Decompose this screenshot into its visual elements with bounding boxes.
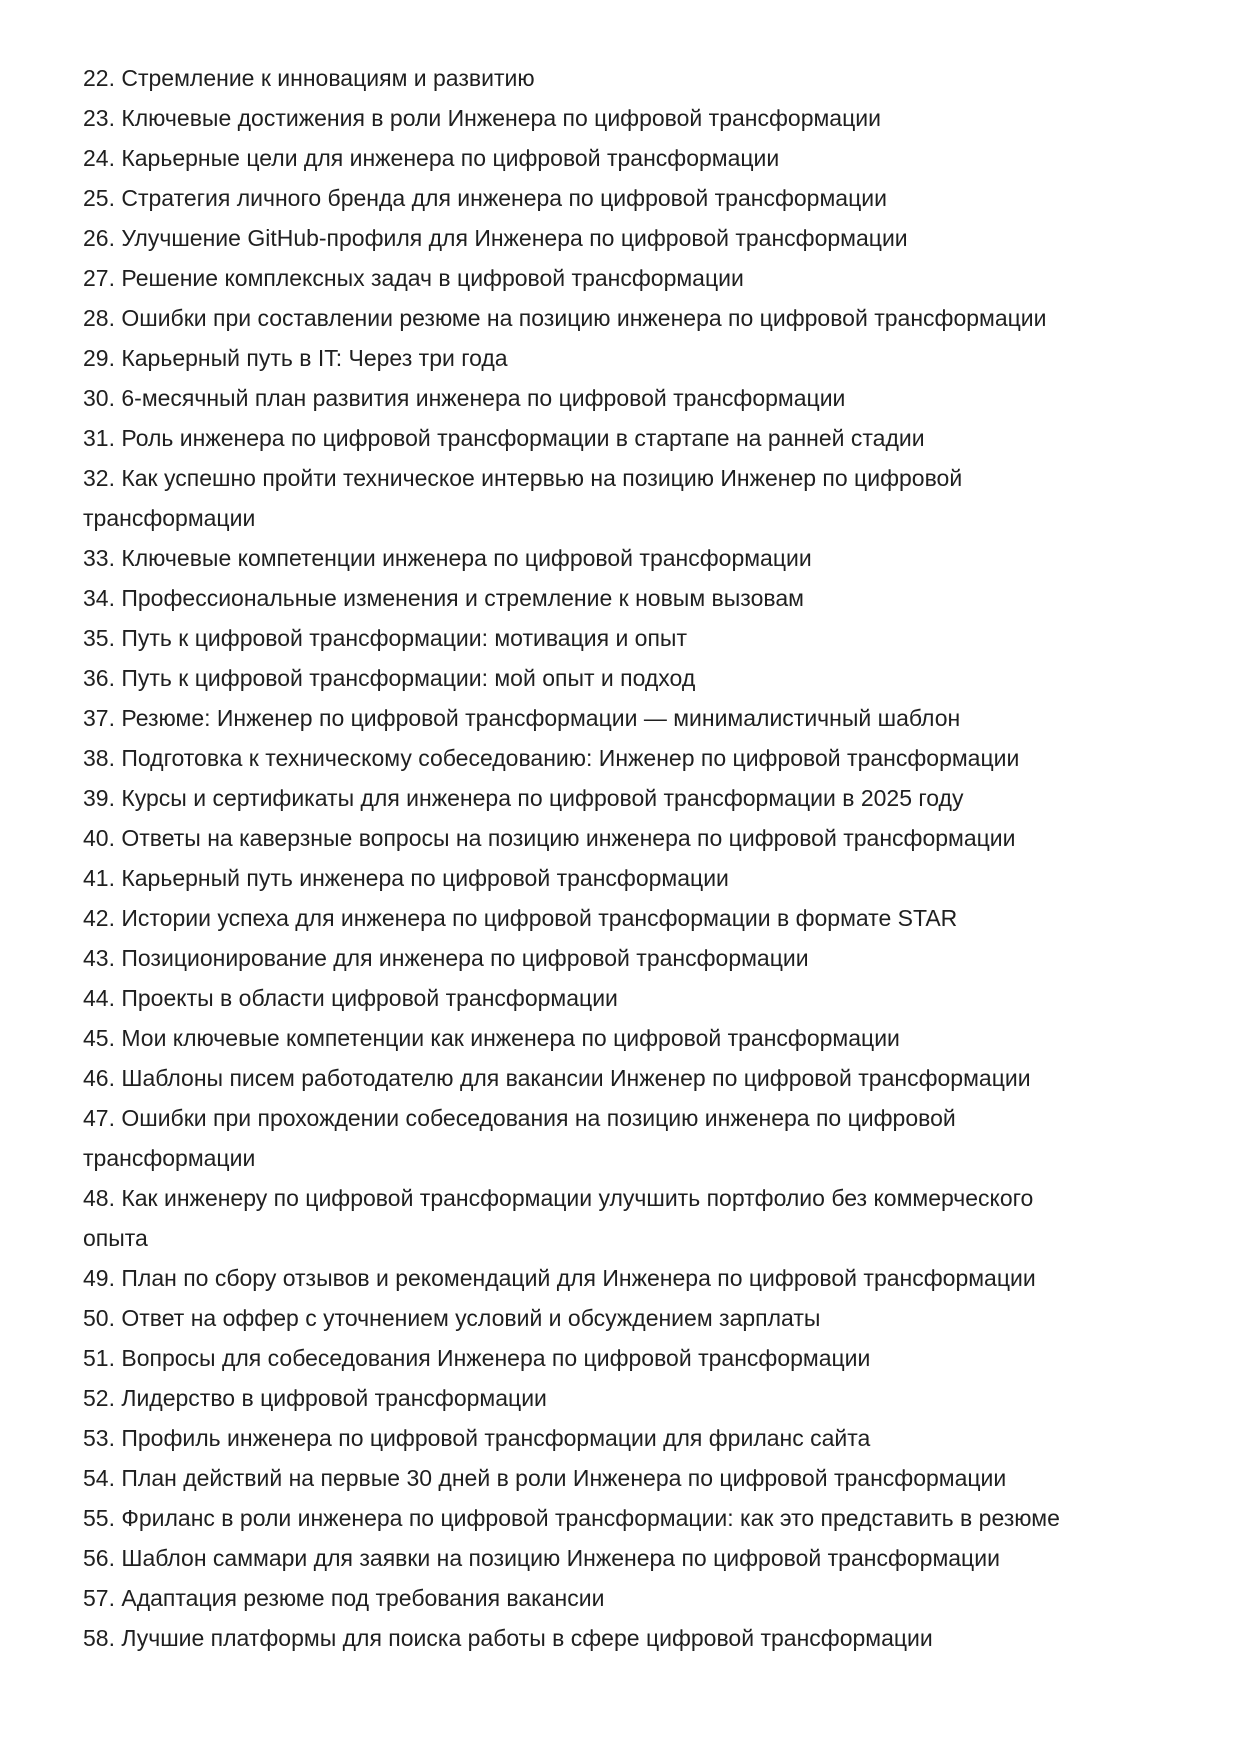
list-item: 35. Путь к цифровой трансформации: мотивация и опыт (83, 625, 687, 651)
list-item: 40. Ответы на каверзные вопросы на позицию инженера по цифровой трансформации (83, 825, 1016, 851)
list-item: 46. Шаблоны писем работодателю для вакансии Инженер по цифровой трансформации (83, 1065, 1031, 1091)
list-item: 55. Фриланс в роли инженера по цифровой трансформации: как это представить в резюме (83, 1505, 1060, 1531)
list-item: 58. Лучшие платформы для поиска работы в сфере цифровой трансформации (83, 1625, 933, 1651)
list-item: 39. Курсы и сертификаты для инженера по цифровой трансформации в 2025 году (83, 785, 964, 811)
list-item: 54. План действий на первые 30 дней в роли Инженера по цифровой трансформации (83, 1465, 1007, 1491)
list-item: 24. Карьерные цели для инженера по цифровой трансформации (83, 145, 780, 171)
list-item: 53. Профиль инженера по цифровой трансформации для фриланс сайта (83, 1425, 871, 1451)
numbered-topic-list (83, 58, 1193, 1658)
list-item: 29. Карьерный путь в IT: Через три года (83, 345, 508, 371)
list-item: 50. Ответ на оффер с уточнением условий и обсуждением зарплаты (83, 1305, 821, 1331)
list-item: 51. Вопросы для собеседования Инженера по цифровой трансформации (83, 1345, 871, 1371)
list-item: 34. Профессиональные изменения и стремление к новым вызовам (83, 585, 804, 611)
list-item: 30. 6-месячный план развития инженера по цифровой трансформации (83, 385, 846, 411)
list-item: 43. Позиционирование для инженера по цифровой трансформации (83, 945, 809, 971)
list-item: 33. Ключевые компетенции инженера по цифровой трансформации (83, 545, 812, 571)
list-item: 45. Мои ключевые компетенции как инженера по цифровой трансформации (83, 1025, 900, 1051)
list-item: 41. Карьерный путь инженера по цифровой трансформации (83, 865, 729, 891)
list-item: 42. Истории успеха для инженера по цифровой трансформации в формате STAR (83, 905, 958, 931)
list-item: 44. Проекты в области цифровой трансформации (83, 985, 618, 1011)
list-item: 31. Роль инженера по цифровой трансформации в стартапе на ранней стадии (83, 425, 925, 451)
list-item: 28. Ошибки при составлении резюме на позицию инженера по цифровой трансформации (83, 305, 1047, 331)
list-item: 36. Путь к цифровой трансформации: мой опыт и подход (83, 665, 696, 691)
list-item: 27. Решение комплексных задач в цифровой трансформации (83, 265, 744, 291)
list-item: 25. Стратегия личного бренда для инженера по цифровой трансформации (83, 185, 887, 211)
list-item: 56. Шаблон саммари для заявки на позицию Инженера по цифровой трансформации (83, 1545, 1000, 1571)
list-item: 22. Стремление к инновациям и развитию (83, 65, 535, 91)
list-item: 26. Улучшение GitHub-профиля для Инженера по цифровой трансформации (83, 225, 908, 251)
list-item: 48. Как инженеру по цифровой трансформации улучшить портфолио без коммерческого опыта (83, 1185, 1034, 1251)
list-item: 49. План по сбору отзывов и рекомендаций для Инженера по цифровой трансформации (83, 1265, 1036, 1291)
list-item: 37. Резюме: Инженер по цифровой трансформации — минималистичный шаблон (83, 705, 961, 731)
list-item: 23. Ключевые достижения в роли Инженера по цифровой трансформации (83, 105, 881, 131)
list-item: 32. Как успешно пройти техническое интервью на позицию Инженер по цифровой трансформации (83, 465, 963, 531)
list-item: 57. Адаптация резюме под требования вакансии (83, 1585, 605, 1611)
list-item: 47. Ошибки при прохождении собеседования на позицию инженера по цифровой трансформации (83, 1105, 956, 1171)
list-item: 52. Лидерство в цифровой трансформации (83, 1385, 547, 1411)
list-item: 38. Подготовка к техническому собеседованию: Инженер по цифровой трансформации (83, 745, 1020, 771)
